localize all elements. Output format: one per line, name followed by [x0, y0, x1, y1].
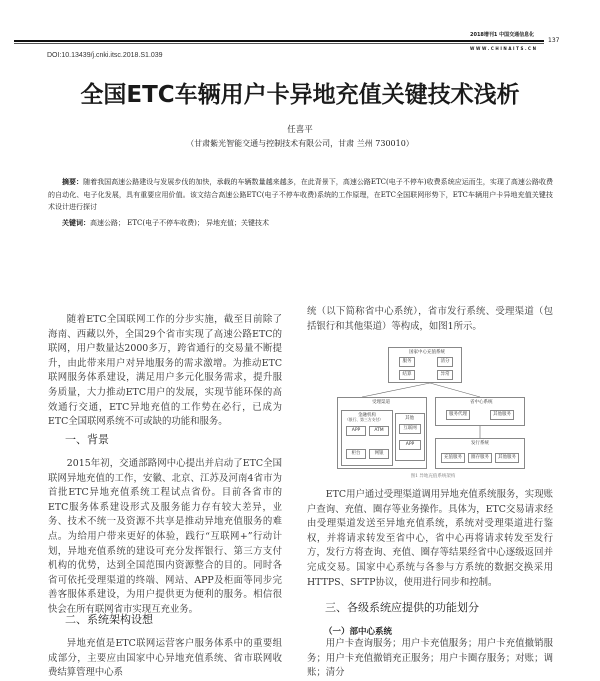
heading-functions: 三、各级系统应提供的功能划分 [325, 601, 479, 614]
other-channel-box [395, 413, 425, 461]
national-item: 服务 [399, 357, 415, 367]
national-center-box [388, 347, 462, 383]
finance-box [341, 410, 393, 466]
arrow-national-province [430, 383, 480, 397]
national-item: 清分 [437, 357, 453, 367]
province-title: 省中心系统 [470, 400, 493, 405]
finance-title: 金融机构 [358, 413, 376, 418]
province-item: 服务代理 [446, 410, 470, 420]
paper-title: 全国ETC车辆用户卡异地充值关键技术浅析 [80, 82, 520, 108]
keywords-text: 高速公路； ETC(电子不停车收费)； 异地充值；关键技术 [90, 219, 270, 227]
issuer-title: 发行系统 [471, 441, 489, 446]
province-center-box [435, 397, 525, 426]
channel-title: 受理渠道 [372, 400, 390, 405]
architecture-figure [337, 345, 529, 483]
finance-item: APP [346, 426, 366, 436]
author: 任喜平 [287, 125, 313, 135]
issuer-item: 其他服务 [495, 453, 519, 463]
province-item: 其他服务 [490, 410, 514, 420]
finance-item: ATM [369, 426, 389, 436]
heading-architecture: 二、系统架构设想 [65, 613, 153, 626]
issuer-box [435, 438, 525, 469]
doi: DOI:10.13439/j.cnki.itsc.2018.S1.039 [47, 52, 163, 59]
other-title: 其他 [405, 416, 414, 421]
finance-item: 柜台 [346, 449, 366, 459]
right-para-3: 用户卡查询服务；用户卡充值服务；用户卡充值撤销服务；用户卡充值撤销充正服务；用户卡圈存服务；对账；调账；清分 [307, 638, 553, 679]
abstract-label: 摘要： [62, 178, 84, 186]
other-item: APP [399, 440, 421, 450]
keywords [48, 218, 269, 228]
other-item: 互联网 [399, 424, 421, 434]
figure-caption: 图1 异地充值系统架构 [410, 474, 456, 479]
journal-name: 2018增刊1 中国交通信息化 [470, 32, 535, 38]
issuer-item: 圈存服务 [468, 453, 492, 463]
right-para-1: 统（以下简称省中心系统），省市发行系统、受理渠道（包括银行和其他渠道）等构成，如图1所示。 [307, 306, 553, 332]
channel-box [337, 397, 427, 469]
left-para-2: 2015年初，交通部路网中心提出并启动了ETC全国联网异地充值的工作，安徽、北京、江苏及河南4省市为首批ETC异地充值系统工程试点省份。目前各省市的ETC服务体系建设形式及服务能力存有较大差异，业务、技术不统一及资源不共享是推动异地充值服务的难点。为给用户带来更好的体验，践行“互联网+”行动计划，异地充值系统的建设可充分发挥银行、第三方支付机构的优势，达到全国范围内资源整合的目的。同时各省可依托受理渠道的终端、网站、APP及柜面等同步完善客服体系建设，为用户提供更为便利的服务。相信很快会在所有联网省市实现互充业务。 [48, 458, 282, 615]
abstract-text: 随着我国高速公路建设与发展步伐的加快，承载的车辆数量越来越多，在此背景下，高速公路ETC(电子不停车)收费系统应运而生，实现了高速公路收费的自动化、电子化发展，具有重要应用价值。该文结合高速公路ETC(电子不停车收费)系统的工作原理，在ETC全国联网形势下，ETC车辆用户卡异地充值关键技术设计进行探讨 [48, 178, 553, 211]
header-rule-thin [14, 43, 544, 44]
journal-website: WWW.CHINAITS.CN [470, 46, 538, 51]
national-item: 结算 [399, 370, 415, 380]
left-para-3: 异地充值是ETC联网运营客户服务体系中的重要组成部分，主要应由国家中心异地充值系统、省市联网收费结算管理中心系 [48, 638, 282, 679]
keywords-label: 关键词： [62, 219, 90, 227]
national-item: 异常 [437, 370, 453, 380]
affiliation: （甘肃紫光智能交通与控制技术有限公司，甘肃 兰州 730010） [186, 139, 414, 148]
finance-subtitle: （银行、第三方支付） [345, 417, 383, 422]
subheading-ministry-center: （一）部中心系统 [324, 627, 393, 637]
issuer-item: 充值服务 [441, 453, 465, 463]
national-center-title: 国家中心充值系统 [409, 350, 445, 355]
finance-item: 网银 [369, 449, 389, 459]
page-number: 137 [548, 37, 560, 44]
heading-background: 一、背景 [65, 433, 109, 446]
header-rule [14, 40, 544, 42]
arrow-national-channel [362, 383, 430, 397]
right-para-2: ETC用户通过受理渠道调用异地充值系统服务，实现账户查询、充值、圈存等业务操作。具体为，ETC交易请求经由受理渠道发送至异地充值系统，系统对受理渠道进行鉴权，并将请求转发至省中心，省中心再将请求转发至发行方，发行方将查询、充值、圈存等结果经省中心逐级返回并完成交易。国家中心系统与各参与方系统的数据交换采用HTTPS、SFTP协议，使用进行同步和控制。 [307, 489, 553, 588]
left-para-1: 随着ETC全国联网工作的分步实施，截至目前除了海南、西藏以外，全国29个省市实现了高速公路ETC的联网，用户数量达2000多万，跨省通行的交易量不断提升，由此带来用户对异地服务的需求激增。为推动ETC联网服务体系建设，满足用户多元化服务需求，提升服务质量，大力推动ETC用户的发展，实现节能环保的高效通行交通，ETC异地充值的工作势在必行，已成为ETC全国联网系统不可或缺的功能和服务。 [48, 314, 282, 428]
abstract [48, 176, 553, 214]
